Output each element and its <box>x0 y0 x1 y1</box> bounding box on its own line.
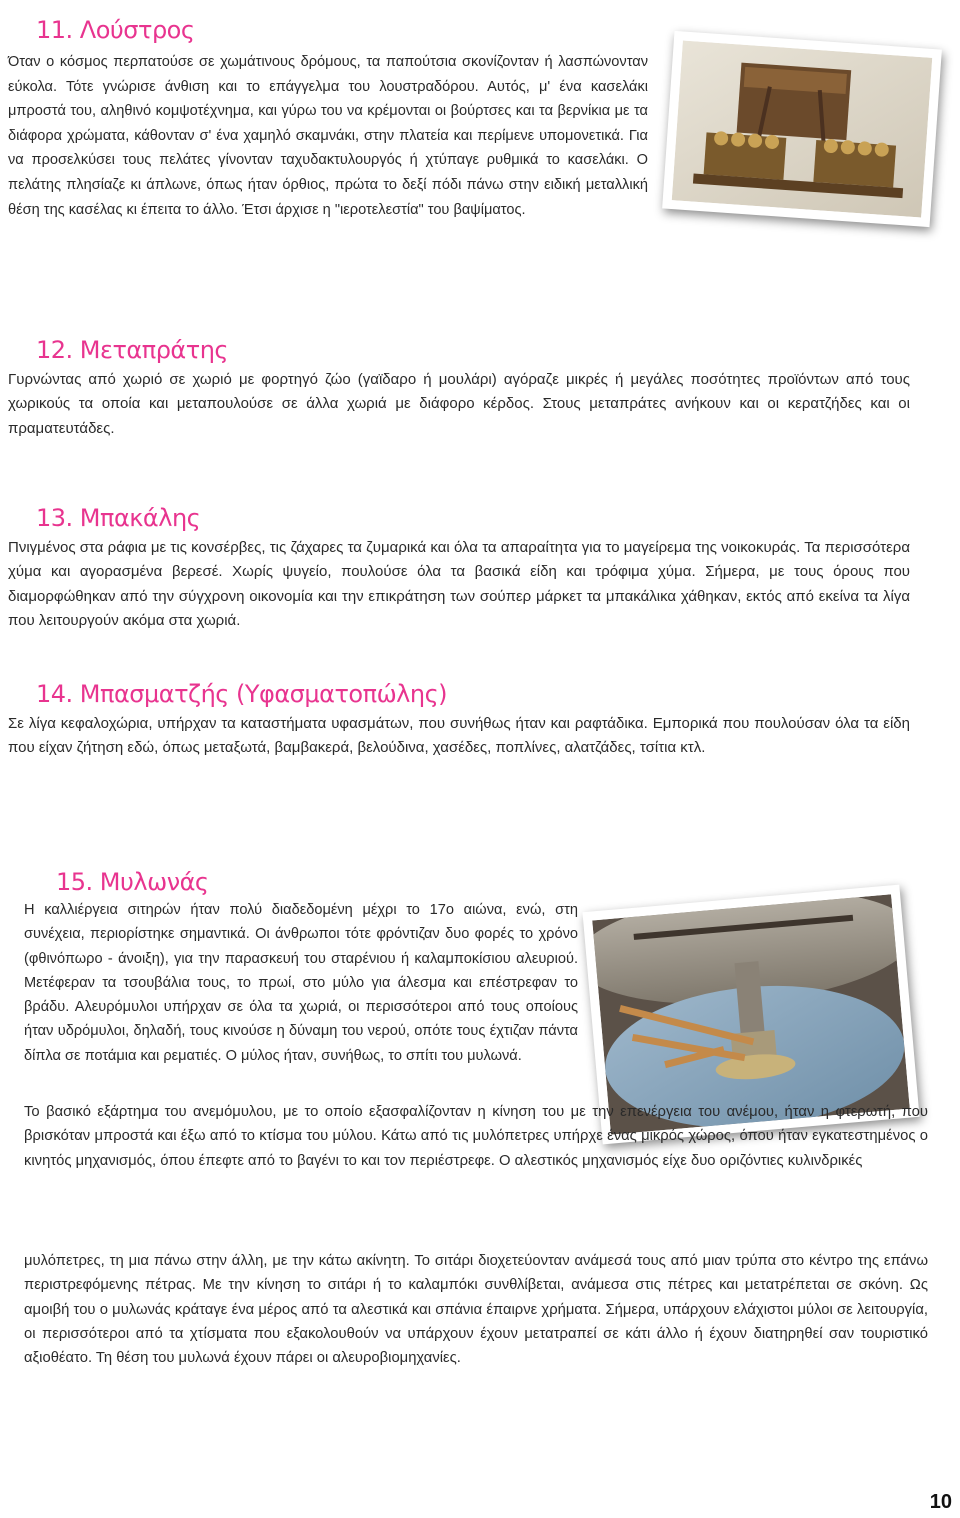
section-15-text-full-2: μυλόπετρες, τη μια πάνω στην άλλη, με την κάτω ακίνητη. Το σιτάρι διοχετεύονταν ανάμεσά τους από μιαν τρύπα στο κέντρο της επάνω περιστρεφόμενης πέτρας. Με την κίνηση το σιτάρι ή το καλαμπόκι συνθλίβεται, ανάμεσα στις πέτρες και μετατρέπεται σε σκόνη. Ως αμοιβή του ο μυλωνάς κράταγε ένα μέρος από τα αλεστικά και σπάνια έπαιρνε χρήματα. Σήμερα, υπάρχουν ελάχιστοι μύλοι σε λειτουργία, οι περισσότεροι από τα χτίσματα που εξακολουθούν να υπάρχουν έχουν μετατραπεί σε κάτι άλλο ή έχουν διατηρηθεί σαν τουριστικό αξιοθέατο. Τη θέση του μυλωνά έχουν πάρει οι αλευροβιομηχανίες. <box>24 1253 928 1367</box>
section-12-title: 12. Μεταπράτης <box>36 336 228 364</box>
page-number: 10 <box>929 1491 952 1513</box>
section-11-text: Όταν ο κόσμος περπατούσε σε χωμάτινους δρόμους, τα παπούτσια σκονίζονταν ή λασπώνονταν εύκολα. Τότε γνώρισε άνθιση και το επάγγελμα του λουστραδόρου. Αυτός, μ' ένα κασελάκι μπροστά του, αληθινό κομψοτέχνημα, και γύρω του να κρέμονται οι βούρτσες και τα βερνίκια με τα διάφορα χρώματα, κάθονταν σ' ένα χαμηλό σκαμνάκι, στην πλατεία και περίμενε υπομονετικά. Για να προσελκύσει τους πελάτες γίνονταν ταχυδακτυλουργός ή χτύπαγε ρυθμικά το κασελάκι. Ο πελάτης πλησίαζε κι άπλωνε, όπως ήταν όρθιος, πρώτα το δεξί πόδι πάνω στην ειδική μεταλλική θέση της κασέλας κι έπειτα το άλλο. Έτσι άρχισε η "ιεροτελεστία" του βαψίματος. <box>8 54 648 218</box>
section-15-title: 15. Μυλωνάς <box>56 868 209 896</box>
section-14-text: Σε λίγα κεφαλοχώρια, υπήρχαν τα καταστήματα υφασμάτων, που συνήθως ήταν και ραφτάδικα. Εμπορικά που πουλούσαν όλα τα είδη που είχαν ζήτηση εδώ, όπως μεταξωτά, βαμβακερά, βελούδινα, χασέδες, ποπλίνες, αλατζάδες, τσίτια κτλ. <box>8 715 910 757</box>
section-13-title: 13. Μπακάλης <box>36 504 201 532</box>
section-14-title: 14. Μπασματζής (Υφασματοπώλης) <box>36 680 448 708</box>
section-15-text-full-1: Το βασικό εξάρτημα του ανεμόμυλου, με το οποίο εξασφαλίζονταν η κίνηση του με την επενέργεια του ανέμου, ήταν η φτερωτή, που βρισκόταν μπροστά και έξω από το κτίσμα του μύλου. Κάτω από τις μυλόπετρες υπήρχε ένας μικρός χώρος, όπου ήταν εγκατεστημένος ο κινητός μηχανισμός, όπου έπεφτε από το βαγένι το και τον περιέστρεφε. Ο αλεστικός μηχανισμός είχε δυο οριζόντιες κυλινδρικές <box>24 1104 928 1169</box>
section-13-text: Πνιγμένος στα ράφια με τις κονσέρβες, τις ζάχαρες τα ζυμαρικά και όλα τα απαραίτητα για το μαγείρεμα της νοικοκυράς. Τα περισσότερα χύμα και αγορασμένα βερεσέ. Χωρίς ψυγείο, πουλούσε όλα τα βασικά είδη και τρόφιμα χύμα. Σήμερα, με τους όρους που διαμορφώθηκαν από την σύγχρονη οικονομία και την επικράτηση των σούπερ μάρκετ τα μπακάλικα χάθηκαν, εκτός από εκείνα τα λίγα που λειτουργούν ακόμα στα χωριά. <box>8 539 910 629</box>
section-15-text-wrapped: Η καλλιέργεια σιτηρών ήταν πολύ διαδεδομένη μέχρι το 17ο αιώνα, ενώ, στη συνέχεια, περιορίστηκε σημαντικά. Οι άνθρωποι τότε φρόντιζαν δυο φορές το χρόνο (φθινόπωρο - άνοιξη), για την παρασκευή του σταρένιου ή καλαμποκίσιου αλευριού. Μετέφεραν τα τσουβάλια τους, το πρωί, στο μύλο για άλεσμα και επέστρεφαν το βράδυ. Αλευρόμυλοι υπήρχαν σε όλα τα χωριά, οι περισσότεροι από τους οποίους ήταν υδρόμυλοι, δηλαδή, τους κινούσε η δύναμη του νερού, οπότε τους έχτιζαν πάντα δίπλα σε ποτάμια και ρεματιές. Ο μύλος ήταν, συνήθως, το σπίτι του μυλωνά. <box>24 902 578 1064</box>
shoeshine-box-photo <box>662 31 942 227</box>
section-12-text: Γυρνώντας από χωριό σε χωριό με φορτηγό ζώο (γαϊδαρο ή μουλάρι) αγόραζε μικρές ή μεγάλες ποσότητες προϊόντων από τους χωρικούς τα οποία και μεταπουλούσε σε άλλα χωριά με διάφορο κέρδος. Στους μεταπράτες ανήκουν και οι κερατζήδες και οι πραματευτάδες. <box>8 371 910 437</box>
section-11-title: 11. Λούστρος <box>36 16 195 44</box>
